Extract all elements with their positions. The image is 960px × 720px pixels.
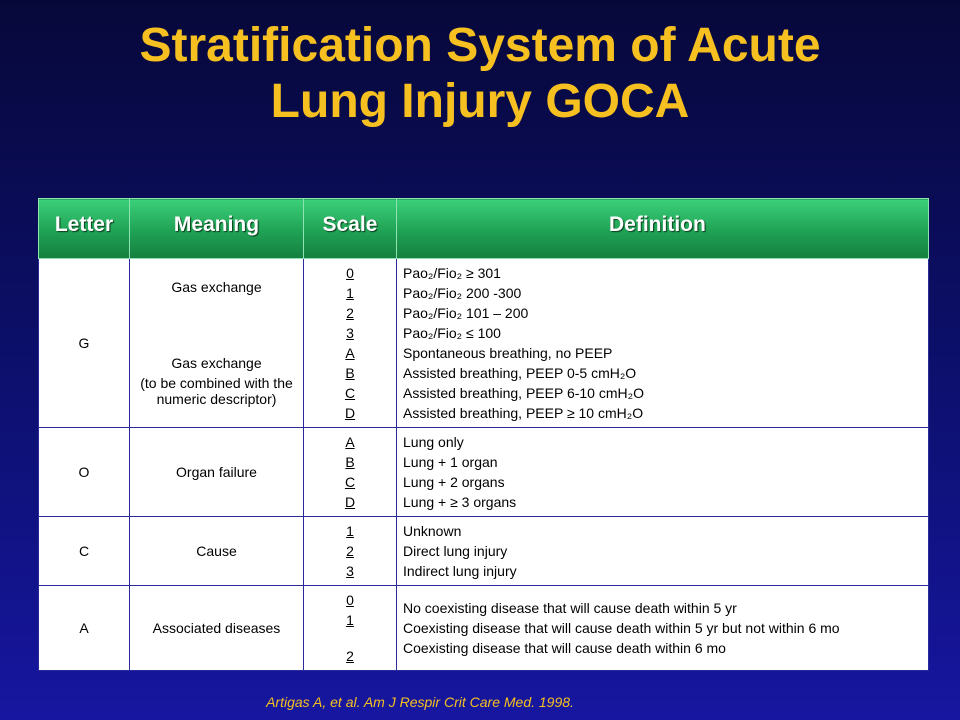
definition-line: Lung + 2 organs [403, 474, 505, 490]
meaning-cell [130, 259, 304, 428]
scale-cell [304, 428, 397, 517]
letter-cell: O [39, 428, 130, 517]
header-scale: Scale [304, 199, 397, 259]
meaning-text: Gas exchange [171, 355, 262, 371]
scale-value: D [344, 405, 356, 421]
definition-line: Pao₂/Fio₂ ≤ 100 [403, 325, 501, 341]
meaning-spacer [136, 295, 297, 355]
table-row-g [39, 259, 929, 428]
scale-value: 0 [346, 265, 354, 281]
definition-line: Indirect lung injury [403, 563, 517, 579]
definition-line: Pao₂/Fio₂ 101 – 200 [403, 305, 529, 321]
meaning-cell: Cause [130, 517, 304, 586]
definition-cell [397, 259, 929, 428]
definition-line: Coexisting disease that will cause death within 6 mo [403, 639, 726, 656]
definition-line: Unknown [403, 523, 462, 539]
scale-value: 2 [346, 543, 354, 559]
definition-line: Spontaneous breathing, no PEEP [403, 345, 613, 361]
definition-line: Coexisting disease that will cause death within 5 yr but not within 6 mo [403, 619, 840, 636]
slide-title [0, 18, 960, 130]
definition-line: Assisted breathing, PEEP ≥ 10 cmH₂O [403, 405, 644, 421]
scale-value: C [344, 474, 356, 490]
definition-cell [397, 428, 929, 517]
definition-line: Lung + 1 organ [403, 454, 498, 470]
meaning-cell: Organ failure [130, 428, 304, 517]
definition-line: Pao₂/Fio₂ 200 -300 [403, 285, 522, 301]
definition-line: Direct lung injury [403, 543, 508, 559]
slide-title-line-1: Stratification System of Acute [139, 19, 821, 72]
definition-line: Pao₂/Fio₂ ≥ 301 [403, 265, 501, 281]
definition-cell [397, 517, 929, 586]
definition-line: Assisted breathing, PEEP 6-10 cmH₂O [403, 385, 644, 401]
scale-value: 2 [346, 305, 354, 321]
definition-cell [397, 586, 929, 671]
definition-line: Lung + ≥ 3 organs [403, 494, 517, 510]
scale-value: D [344, 494, 356, 510]
scale-cell [304, 586, 397, 671]
citation: Artigas A, et al. Am J Respir Crit Care Med. 1998. [266, 694, 574, 710]
letter-cell: A [39, 586, 130, 671]
scale-cell [304, 259, 397, 428]
header-letter: Letter [39, 199, 130, 259]
meaning-note: (to be combined with the numeric descriptor) [140, 375, 293, 407]
scale-value: B [345, 365, 355, 381]
meaning-cell: Associated diseases [130, 586, 304, 671]
letter-cell: C [39, 517, 130, 586]
goca-table [38, 198, 929, 671]
letter-cell: G [39, 259, 130, 428]
table-row-c [39, 517, 929, 586]
scale-value: A [345, 434, 355, 450]
table-row-o [39, 428, 929, 517]
scale-value: 0 [346, 592, 354, 608]
scale-value: B [345, 454, 355, 470]
scale-value: 1 [346, 285, 354, 301]
scale-value: 3 [346, 563, 354, 579]
scale-value: 1 [346, 612, 354, 628]
definition-line: Assisted breathing, PEEP 0-5 cmH₂O [403, 365, 637, 381]
header-meaning: Meaning [130, 199, 304, 259]
table-row-a [39, 586, 929, 671]
scale-value: 3 [346, 325, 354, 341]
slide-title-line-2: Lung Injury GOCA [270, 75, 690, 128]
meaning-text: Gas exchange [171, 279, 262, 295]
table-header-row [39, 199, 929, 259]
definition-line: No coexisting disease that will cause death within 5 yr [403, 599, 737, 616]
definition-line: Lung only [403, 434, 464, 450]
scale-value: C [344, 385, 356, 401]
header-definition: Definition [397, 199, 929, 259]
scale-value: 2 [346, 648, 354, 664]
scale-cell [304, 517, 397, 586]
scale-value: 1 [346, 523, 354, 539]
scale-value: A [345, 345, 355, 361]
